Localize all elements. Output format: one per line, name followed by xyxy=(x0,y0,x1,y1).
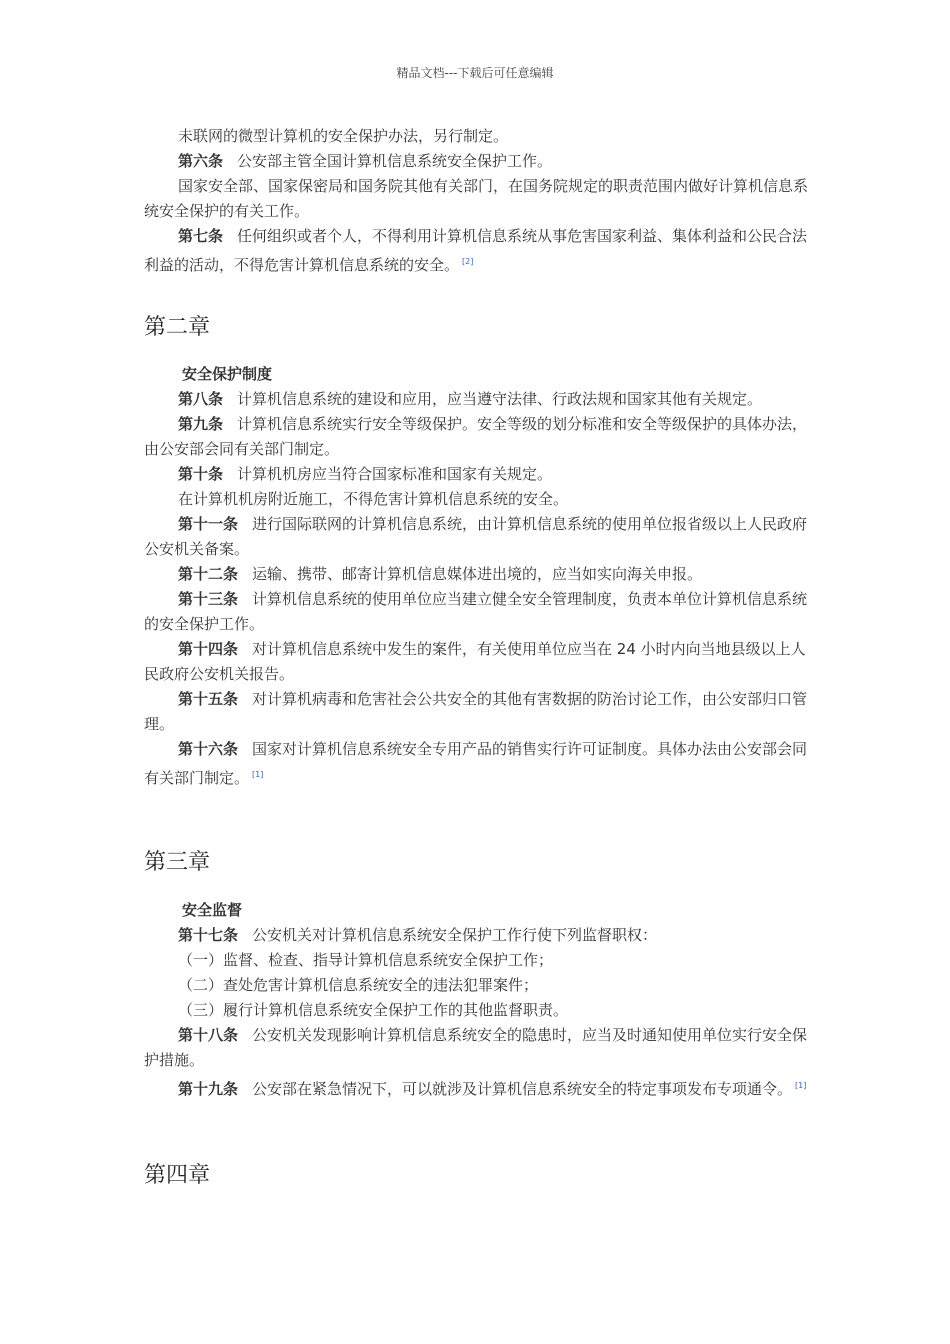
article-7: 第七条 任何组织或者个人，不得利用计算机信息系统从事危害国家利益、集体利益和公民合法利益的活动，不得危害计算机信息系统的安全。 [2] xyxy=(144,227,808,274)
chapter-4-title: 第四章 xyxy=(144,1163,211,1188)
article-9: 第九条 计算机信息系统实行安全等级保护。安全等级的划分标准和安全等级保护的具体办法，由公安部会同有关部门制定。 xyxy=(144,415,808,458)
section-title: 安全保护制度 xyxy=(182,365,273,383)
article-17: 第十七条 公安机关对计算机信息系统安全保护工作行使下列监督职权： xyxy=(178,926,658,944)
chapter3-body xyxy=(144,898,809,1102)
chapter-2-title: 第二章 xyxy=(144,315,211,340)
chapter-3-title: 第三章 xyxy=(144,850,211,875)
list-item: （三）履行计算机信息系统安全保护工作的其他监督职责。 xyxy=(178,1001,569,1019)
chapter1-tail xyxy=(144,124,809,278)
article-8: 第八条 计算机信息系统的建设和应用，应当遵守法律、行政法规和国家其他有关规定。 xyxy=(178,390,763,408)
article-13: 第十三条 计算机信息系统的使用单位应当建立健全安全管理制度，负责本单位计算机信息系统的安全保护工作。 xyxy=(144,590,808,633)
list-item: （一）监督、检查、指导计算机信息系统安全保护工作； xyxy=(178,951,554,969)
paragraph: 在计算机机房附近施工，不得危害计算机信息系统的安全。 xyxy=(178,490,569,508)
article-15: 第十五条 对计算机病毒和危害社会公共安全的其他有害数据的防治讨论工作，由公安部归口管理。 xyxy=(144,690,808,733)
article-14: 第十四条 对计算机信息系统中发生的案件，有关使用单位应当在 24 小时内向当地县级以上人民政府公安机关报告。 xyxy=(144,640,806,683)
section-title: 安全监督 xyxy=(182,901,243,919)
paragraph: 未联网的微型计算机的安全保护办法，另行制定。 xyxy=(178,127,509,145)
list-item: （二）查处危害计算机信息系统安全的违法犯罪案件； xyxy=(178,976,539,994)
article-18: 第十八条 公安机关发现影响计算机信息系统安全的隐患时，应当及时通知使用单位实行安全保护措施。 xyxy=(144,1026,808,1069)
article-16: 第十六条 国家对计算机信息系统安全专用产品的销售实行许可证制度。具体办法由公安部会同有关部门制定。 [1] xyxy=(144,740,808,787)
article-10: 第十条 计算机机房应当符合国家标准和国家有关规定。 xyxy=(178,465,553,483)
paragraph: 国家安全部、国家保密局和国务院其他有关部门，在国务院规定的职责范围内做好计算机信息系统安全保护的有关工作。 xyxy=(144,177,809,220)
article-19: 第十九条 公安部在紧急情况下，可以就涉及计算机信息系统安全的特定事项发布专项通令。 [1] xyxy=(178,1080,807,1098)
article-6: 第六条 公安部主管全国计算机信息系统安全保护工作。 xyxy=(178,152,553,170)
citation-link[interactable]: [1] xyxy=(795,1081,807,1090)
citation-link[interactable]: [1] xyxy=(252,770,264,779)
page-header: 精品文档---下载后可任意编辑 xyxy=(396,66,554,80)
citation-link[interactable]: [2] xyxy=(462,257,474,266)
chapter2-body xyxy=(144,362,809,791)
article-11: 第十一条 进行国际联网的计算机信息系统，由计算机信息系统的使用单位报省级以上人民政府公安机关备案。 xyxy=(144,515,808,558)
article-12: 第十二条 运输、携带、邮寄计算机信息媒体进出境的，应当如实向海关申报。 xyxy=(178,565,703,583)
